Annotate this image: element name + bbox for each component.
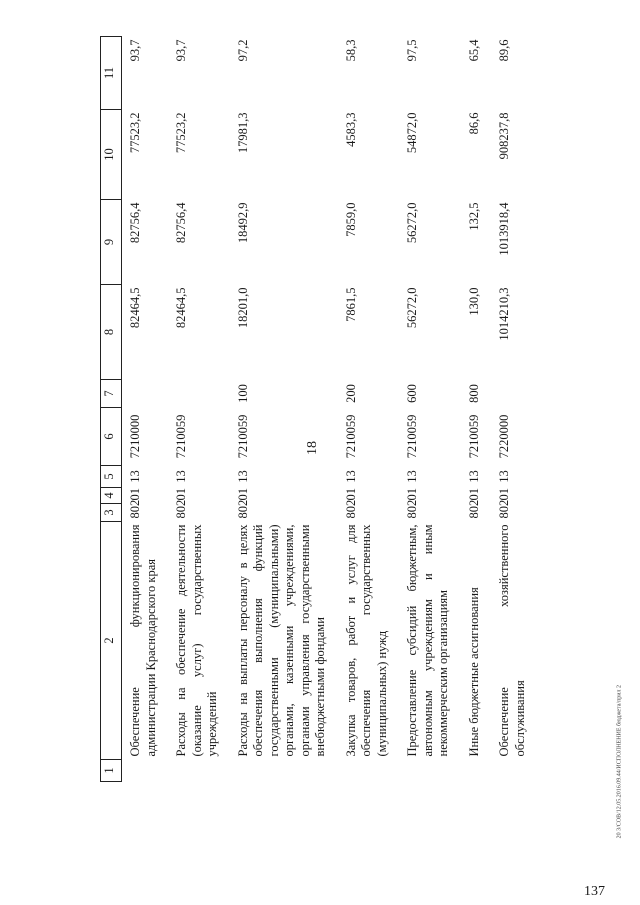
cell-c4: 01 [128,488,142,501]
page-number-bottom: 137 [584,884,605,899]
row-index-cell [222,760,330,782]
header-cell-2: 2 [101,522,122,760]
page-number-top: 18 [305,441,320,455]
cell-c4: 01 [497,488,511,501]
cell-c8: 82464,5 [174,287,188,329]
row-index-cell [160,760,222,782]
cell-c11: 97,2 [235,39,250,62]
cell-c8: 82464,5 [128,287,142,329]
cell-c6: 7210000 [128,414,142,459]
cell-c4: 01 [466,488,481,501]
cell-c10: 77523,2 [174,112,188,154]
cell-c11: 89,6 [497,39,511,62]
footer-note: 20 3/СОВ/12.05.2016.09.44/ИСПОЛНЕНИЕ бюджета/прил 2 [616,685,622,839]
header-cell-3: 3 [101,504,122,522]
cell-c10: 908237,8 [497,112,511,160]
cell-c4: 01 [405,488,419,501]
row-description: Расходы на обеспечение деятельности (оказание услуг) государственных учреждений [174,524,219,757]
cell-c3: 802 [235,499,250,519]
cell-c6: 7220000 [497,414,511,459]
cell-c3: 802 [174,499,188,519]
cell-c4: 01 [235,488,250,501]
cell-c8: 56272,0 [405,287,419,329]
row-index-cell [122,760,161,782]
cell-c5: 13 [128,470,142,483]
cell-c7: 600 [405,384,419,403]
cell-c9: 132,5 [466,202,481,231]
rotated-table-wrapper [100,37,640,782]
table-row [222,37,330,782]
cell-c7: 100 [235,384,250,403]
row-index-cell [330,760,392,782]
cell-c6: 7210059 [466,414,481,459]
row-index-cell [483,760,529,782]
row-index-cell [453,760,484,782]
cell-c5: 13 [174,470,188,483]
cell-c3: 802 [343,499,358,519]
cell-c6: 7210059 [343,414,358,459]
cell-c8: 18201,0 [235,287,250,329]
cell-c9: 7859,0 [343,202,358,237]
header-cell-5: 5 [101,466,122,488]
cell-c4: 01 [174,488,188,501]
cell-c7 [160,380,222,408]
cell-c5: 13 [466,470,481,483]
cell-c9: 56272,0 [405,202,419,244]
cell-c3: 802 [497,499,511,519]
table-row [453,37,484,782]
cell-c10: 86,6 [466,112,481,135]
row-description: Иные бюджетные ассигнования [466,587,481,757]
header-cell-1: 1 [101,760,122,782]
header-cell-4: 4 [101,488,122,504]
header-cell-7: 7 [101,380,122,408]
cell-c11: 97,5 [405,39,419,62]
cell-c6: 7210059 [405,414,419,459]
table-row [330,37,392,782]
cell-c3: 802 [466,499,481,519]
cell-c7: 800 [466,384,481,403]
cell-c10: 77523,2 [128,112,142,154]
budget-table [100,36,529,782]
header-cell-10: 10 [101,110,122,200]
cell-c11: 93,7 [174,39,188,62]
row-description: Предоставление субсидий бюджетным, автономным учреждениям и иным некоммерческим организациям [405,524,450,757]
cell-c11: 58,3 [343,39,358,62]
cell-c7 [483,380,529,408]
table-row [391,37,453,782]
cell-c8: 130,0 [466,287,481,316]
header-cell-11: 11 [101,37,122,110]
cell-c3: 802 [405,499,419,519]
cell-c7 [122,380,161,408]
cell-c9: 82756,4 [128,202,142,244]
cell-c8: 1014210,3 [497,287,511,341]
cell-c5: 13 [235,470,250,483]
cell-c11: 65,4 [466,39,481,62]
table-body [122,37,530,782]
cell-c6: 7210059 [174,414,188,459]
cell-c10: 54872,0 [405,112,419,154]
cell-c7: 200 [343,384,358,403]
header-cell-9: 9 [101,200,122,285]
cell-c3: 802 [128,499,142,519]
row-index-cell [391,760,453,782]
cell-c6: 7210059 [235,414,250,459]
cell-c5: 13 [497,470,511,483]
header-row [101,37,122,782]
cell-c8: 7861,5 [343,287,358,322]
cell-c4: 01 [343,488,358,501]
cell-c9: 1013918,4 [497,202,511,256]
table-row [160,37,222,782]
cell-c5: 13 [343,470,358,483]
table-row [122,37,161,782]
row-description: Закупка товаров, работ и услуг для обеспечения государственных (муниципальных) нужд [343,524,389,757]
cell-c10: 4583,3 [343,112,358,147]
header-cell-6: 6 [101,408,122,466]
row-description: Обеспечение функционирования администрации Краснодарского края [128,524,158,757]
row-description: Обеспечение хозяйственного обслуживания [497,524,527,757]
row-description: Расходы на выплаты персоналу в целях обеспечения выполнения функций государственными (муниципальными) органами, казенными учреждениями, органами управления государственными внебюджетными фондами [235,524,327,757]
cell-c11: 93,7 [128,39,142,62]
table-row [483,37,529,782]
cell-c10: 17981,3 [235,112,250,154]
header-cell-8: 8 [101,285,122,380]
cell-c9: 82756,4 [174,202,188,244]
cell-c5: 13 [405,470,419,483]
cell-c9: 18492,9 [235,202,250,244]
